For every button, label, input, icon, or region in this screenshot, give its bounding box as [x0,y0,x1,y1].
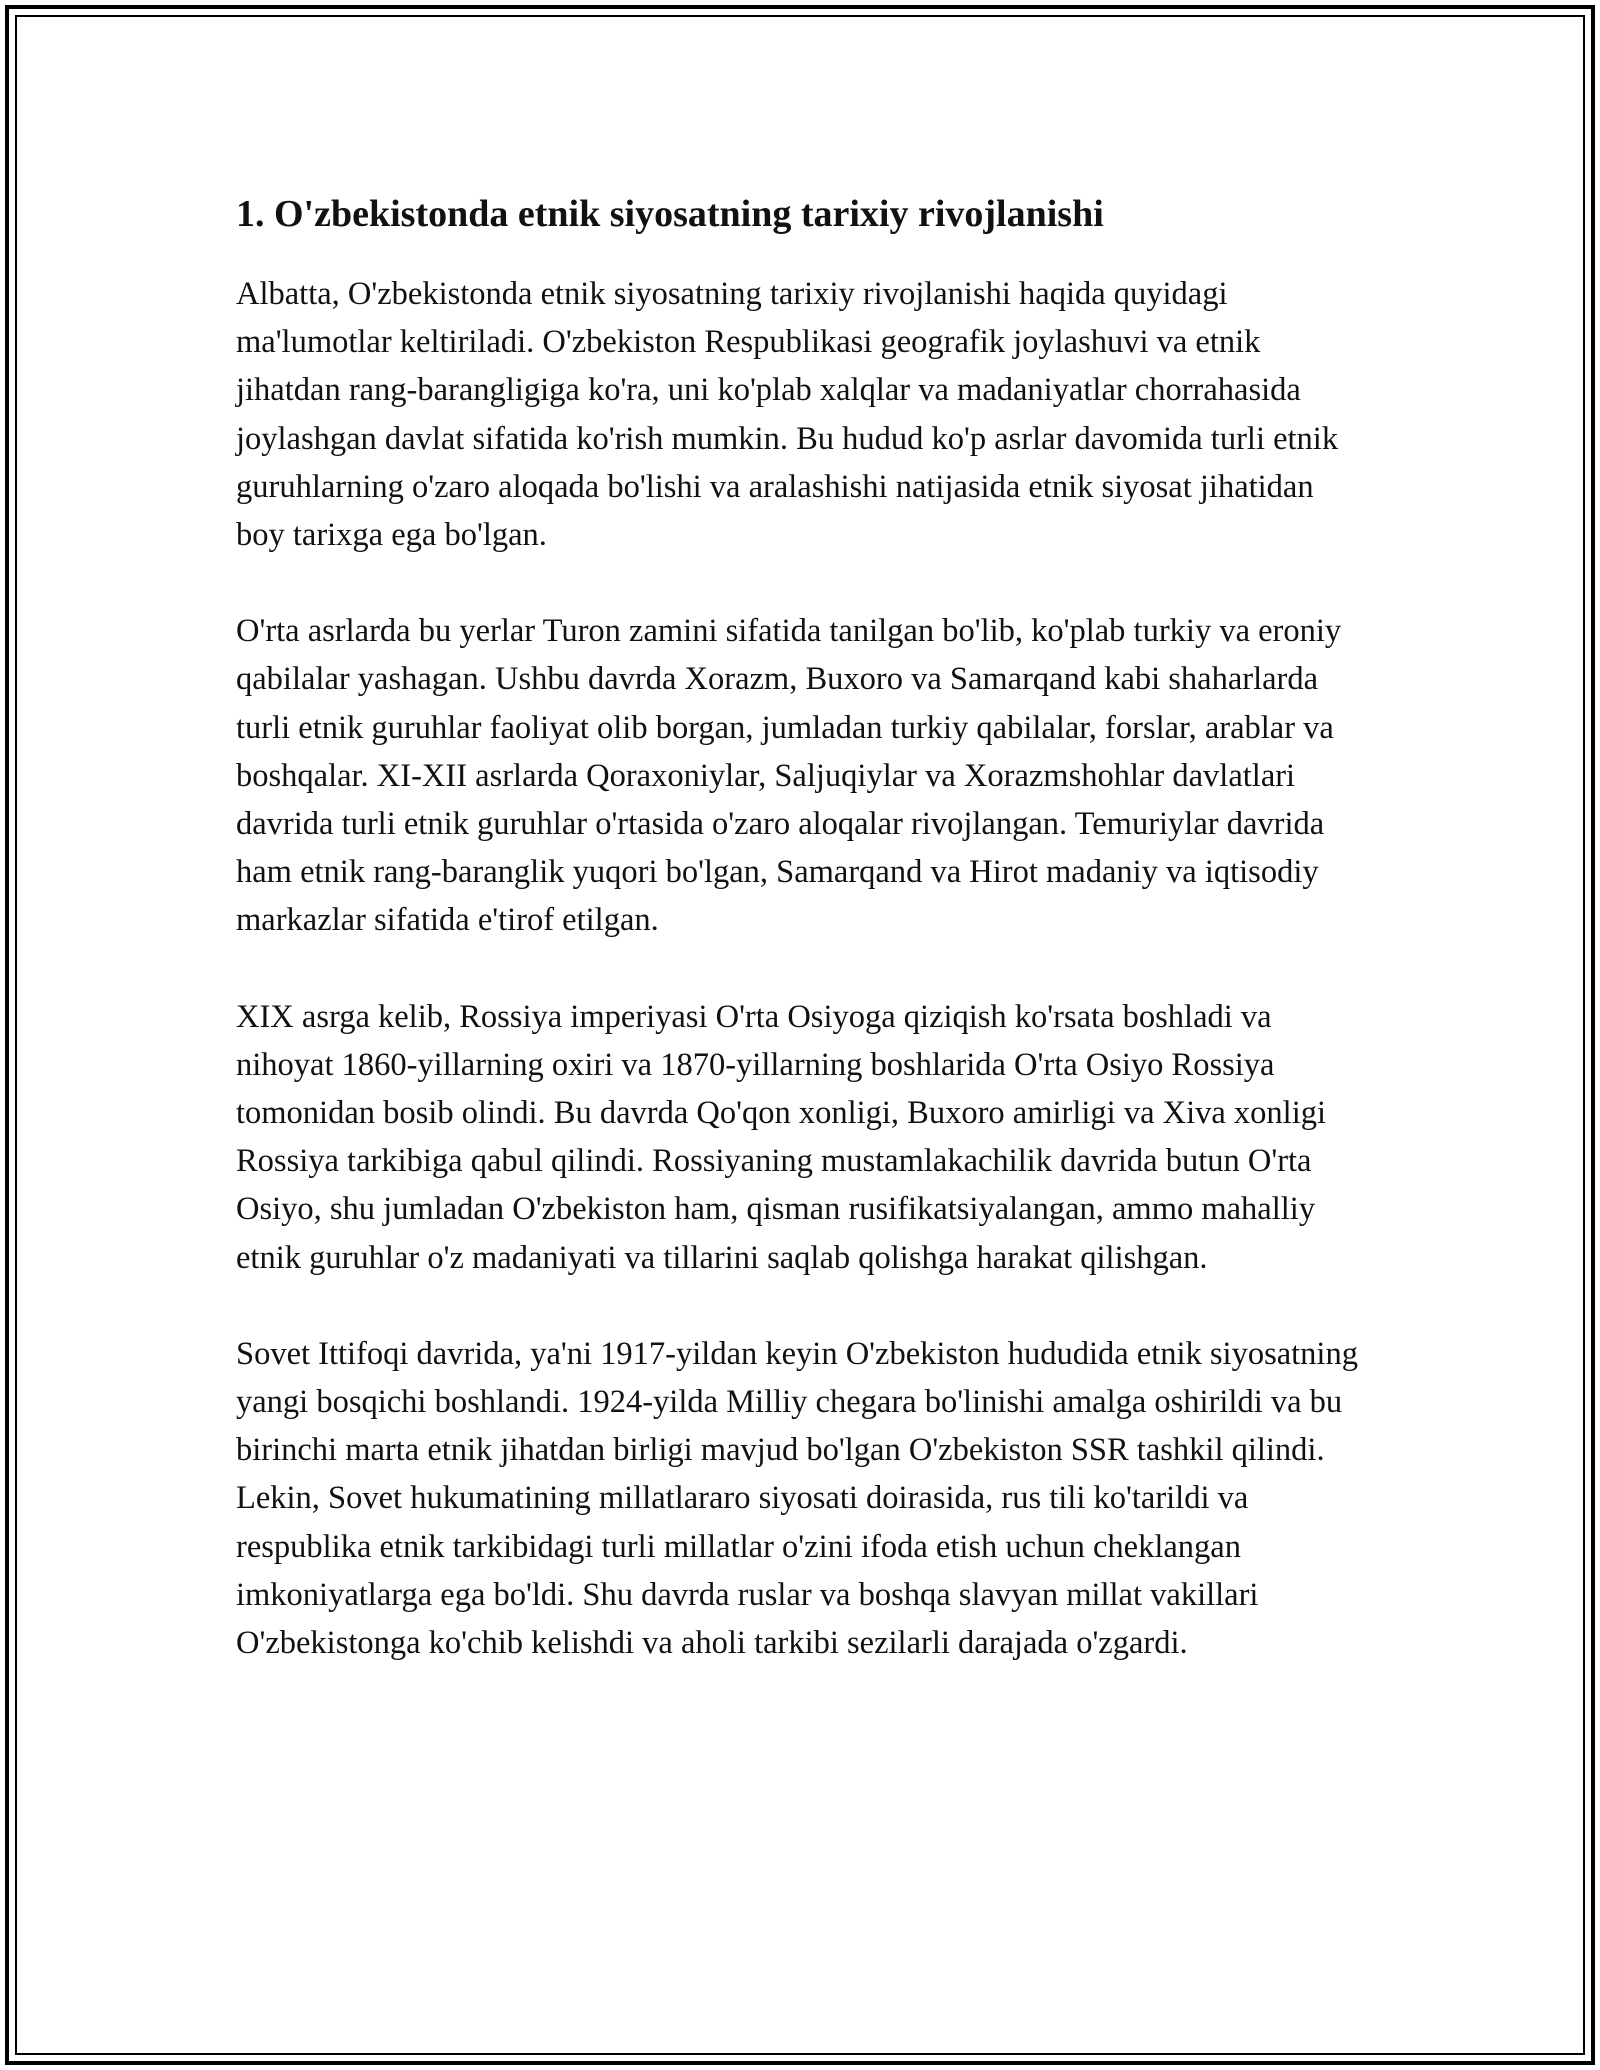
document-body [236,188,1366,1715]
paragraph-4: Sovet Ittifoqi davrida, ya'ni 1917-yildan keyin O'zbekiston hududida etnik siyosatning yangi bosqichi boshlandi. 1924-yilda Milliy chegara bo'linishi amalga oshirildi va bu birinchi marta etnik jihatdan birligi mavjud bo'lgan O'zbekiston SSR tashkil qilindi. Lekin, Sovet hukumatining millatlararo siyosati doirasida, rus tili ko'tarildi va respublika etnik tarkibidagi turli millatlar o'zini ifoda etish uchun cheklangan imkoniyatlarga ega bo'ldi. Shu davrda ruslar va boshqa slavyan millat vakillari O'zbekistonga ko'chib kelishdi va aholi tarkibi sezilarli darajada o'zgardi. [236,1335,1358,1662]
paragraph-3: XIX asrga kelib, Rossiya imperiyasi O'rta Osiyoga qiziqish ko'rsata boshladi va nihoyat 1860-yillarning oxiri va 1870-yillarning boshlarida O'rta Osiyo Rossiya tomonidan bosib olindi. Bu davrda Qo'qon xonligi, Buxoro amirligi va Xiva xonligi Rossiya tarkibiga qabul qilindi. Rossiyaning mustamlakachilik davrida butun O'rta Osiyo, shu jumladan O'zbekiston ham, qisman rusifikatsiyalangan, ammo mahalliy etnik guruhlar o'z madaniyati va tillarini saqlab qolishga harakat qilishgan. [236,998,1327,1276]
paragraph-2: O'rta asrlarda bu yerlar Turon zamini sifatida tanilgan bo'lib, ko'plab turkiy va eroniy qabilalar yashagan. Ushbu davrda Xorazm, Buxoro va Samarqand kabi shaharlarda turli etnik guruhlar faoliyat olib borgan, jumladan turkiy qabilalar, forslar, arablar va boshqalar. XI-XII asrlarda Qoraxoniylar, Saljuqiylar va Xorazmshohlar davlatlari davrida turli etnik guruhlar o'rtasida o'zaro aloqalar rivojlangan. Temuriylar davrida ham etnik rang-baranglik yuqori bo'lgan, Samarqand va Hirot madaniy va iqtisodiy markazlar sifatida e'tirof etilgan. [236,613,1342,939]
section-heading: 1. O'zbekistonda etnik siyosatning tarixiy rivojlanishi [236,193,1104,235]
paragraph-1: Albatta, O'zbekistonda etnik siyosatning tarixiy rivojlanishi haqida quyidagi ma'lumotlar keltiriladi. O'zbekiston Respublikasi geografik joylashuvi va etnik jihatdan rang-barangligiga ko'ra, uni ko'plab xalqlar va madaniyatlar chorrahasida joylashgan davlat sifatida ko'rish mumkin. Bu hudud ko'p asrlar davomida turli etnik guruhlarning o'zaro aloqada bo'lishi va aralashishi natijasida etnik siyosat jihatidan boy tarixga ega bo'lgan. [236,276,1339,554]
